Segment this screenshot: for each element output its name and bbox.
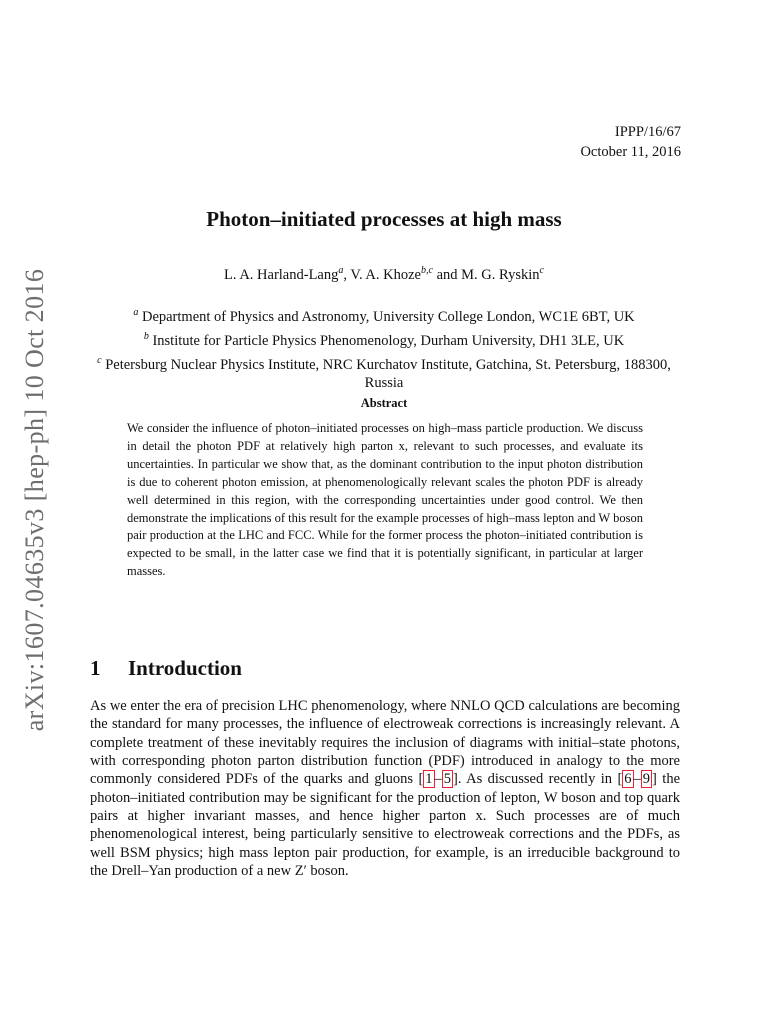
author-affil-mark: b,c: [421, 265, 433, 276]
affiliation-mark: c: [97, 354, 102, 366]
paper-title: Photon–initiated processes at high mass: [206, 207, 562, 231]
author-affil-mark: c: [539, 265, 544, 276]
abstract-heading: Abstract: [360, 396, 408, 410]
affiliation-mark: a: [133, 307, 139, 318]
citation-link[interactable]: 5: [443, 771, 452, 788]
affiliation: [80, 351, 688, 394]
citation-link[interactable]: 1: [425, 771, 433, 788]
arxiv-stamp-text: arXiv:1607.04635v3 [hep-ph] 10 Oct 2016: [20, 268, 49, 732]
affiliation-mark: b: [143, 330, 149, 342]
author-name: L. A. Harland-Lang: [224, 266, 339, 283]
affiliation-text: Petersburg Nuclear Physics Institute, NRC Kurchatov Institute, Gatchina, St. Petersburg, 188300, Russia: [101, 356, 671, 392]
intro-text: . As discussed recently in: [457, 771, 618, 788]
author-separator: ,: [343, 266, 351, 283]
citation-range-dash: –: [633, 771, 641, 788]
report-number: IPPP/16/67: [614, 124, 681, 140]
citation-link[interactable]: 9: [642, 771, 651, 788]
intro-text: the photon–initiated contribution may be significant for the production of lepton, W boson and top quark pairs at higher invariant masses, and hence higher parton x. Such processes are of much phenomenological interest, being particularly sensitive to electroweak corrections and the PDFs, as well BSM physics; high mass lepton pair production, for example, is an irreducible background to the Drell–Yan production of a new Z′ boson.: [90, 771, 681, 880]
author-separator: and: [432, 266, 462, 283]
report-id-block: [580, 122, 681, 162]
affiliation-text: Department of Physics and Astronomy, University College London, WC1E 6BT, UK: [138, 308, 635, 325]
author-name: M. G. Ryskin: [461, 266, 540, 283]
citation-link[interactable]: 6: [624, 771, 632, 788]
citation-range-dash: –: [434, 771, 442, 788]
intro-paragraph: As we enter the era of precision LHC phenomenology, where NNLO QCD calculations are becoming the standard for many processes, the influence of electroweak corrections is increasingly relevant. A complete treatment of these inevitably requires the inclusion of diagrams with initial–state photons, with corresponding photon parton distribution function (PDF) introduced in analogy to the more commonly considered PDFs of the quarks and gluons [ 1 – 5 ]. As discussed recently in [ 6 – 9 ] the photon–initiated contribution may be significant for the production of lepton, W boson and top quark pairs at higher invariant masses, and hence higher parton x. Such processes are of much phenomenological interest, being particularly sensitive to electroweak corrections and the PDFs, as well BSM physics; high mass lepton pair production, for example, is an irreducible background to the Drell–Yan production of a new Z′ boson.: [90, 698, 681, 880]
author-list: [0, 265, 768, 284]
section-title: Introduction: [128, 656, 242, 680]
author-name: V. A. Khoze: [350, 266, 421, 283]
abstract-text: We consider the influence of photon–initiated processes on high–mass particle production. We discuss in detail the photon PDF at relatively high parton x, relevant to such processes, and evaluate its uncertainties. In particular we show that, as the dominant contribution to the input photon distribution is due to coherent photon emission, at phenomenologically relevant scales the photon PDF is already well determined in this region, with the corresponding uncertainties under good control. We then demonstrate the implications of this result for the example processes of high–mass lepton and W boson pair production at the LHC and FCC. While for the former process the photon–initiated contribution is expected to be small, in the latter case we find that it is potentially significant, in particular at larger masses.: [127, 421, 643, 579]
affiliation-list: [80, 303, 688, 393]
section-heading: [90, 656, 242, 681]
report-date: October 11, 2016: [580, 144, 681, 160]
affiliation-text: Institute for Particle Physics Phenomenology, Durham University, DH1 3LE, UK: [148, 332, 625, 349]
author-affil-mark: a: [338, 265, 344, 276]
section-number: 1: [90, 656, 101, 680]
affiliation: [80, 303, 688, 327]
affiliation: [80, 327, 688, 351]
intro-text: As we enter the era of precision LHC phenomenology, where NNLO QCD calculations are becoming the standard for many processes, the influence of electroweak corrections is increasingly relevant. A complete treatment of these inevitably requires the inclusion of diagrams with initial–state photons, with corresponding photon parton distribution function (PDF) introduced in analogy to the more commonly considered PDFs of the quarks and gluons: [90, 698, 680, 788]
